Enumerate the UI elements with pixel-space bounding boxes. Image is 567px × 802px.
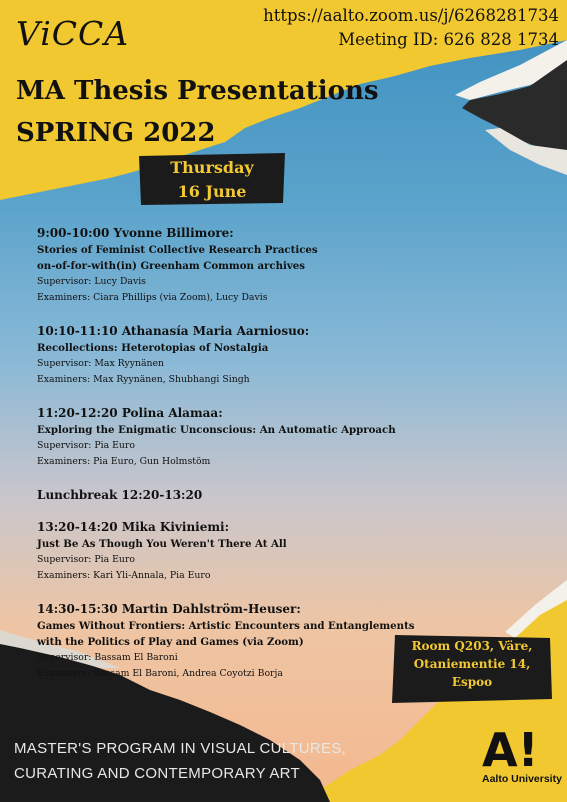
session-examiners: Examiners: Pia Euro, Gun Holmstöm	[37, 456, 211, 467]
session-title: Games Without Frontiers: Artistic Encounters and Entanglements	[37, 620, 415, 632]
aalto-logo-text: Aalto University	[482, 773, 562, 785]
list-item	[37, 224, 437, 306]
room-line-1: Room Q203, Väre,	[411, 639, 533, 653]
room-line-3: Espoo	[451, 675, 493, 689]
session-examiners: Examiners: Ciara Phillips (via Zoom), Lucy Davis	[37, 292, 268, 303]
session-title: with the Politics of Play and Games (via Zoom)	[37, 636, 304, 648]
date-badge	[137, 153, 287, 205]
session-time-name: 9:00-10:00 Yvonne Billimore:	[37, 226, 234, 240]
list-item	[37, 518, 437, 584]
aalto-logo	[482, 725, 562, 785]
title-line-2: SPRING 2022	[16, 118, 216, 148]
room-line-2: Otaniementie 14,	[413, 657, 531, 671]
session-time-name: 13:20-14:20 Mika Kiviniemi:	[37, 520, 230, 534]
session-examiners: Examiners: Max Ryynänen, Shubhangi Singh	[37, 374, 250, 385]
brand-logo-text: ViCCA	[16, 14, 130, 53]
session-examiners: Examiners: Bassam El Baroni, Andrea Coyotzi Borja	[37, 668, 283, 679]
list-item	[37, 600, 437, 682]
session-time-name: 10:10-11:10 Athanasía Maria Aarniosuo:	[37, 324, 310, 338]
program-line-1: MASTER'S PROGRAM IN VISUAL CULTURES,	[14, 740, 347, 757]
date-date: 16 June	[177, 182, 247, 201]
zoom-link[interactable]: https://aalto.zoom.us/j/6268281734	[263, 6, 559, 25]
session-title: Exploring the Enigmatic Unconscious: An Automatic Approach	[37, 424, 396, 436]
room-badge	[392, 633, 552, 703]
session-supervisor: Supervisor: Pia Euro	[37, 554, 135, 565]
meeting-id: Meeting ID: 626 828 1734	[338, 30, 559, 49]
session-time-name: 14:30-15:30 Martin Dahlström-Heuser:	[37, 602, 301, 616]
session-title: Stories of Feminist Collective Research Practices	[37, 244, 318, 256]
program-name	[14, 736, 346, 786]
schedule-list	[37, 224, 437, 698]
session-examiners: Examiners: Kari Yli-Annala, Pia Euro	[37, 570, 211, 581]
session-title: Recollections: Heterotopias of Nostalgia	[37, 342, 269, 354]
lunch-break: Lunchbreak 12:20-13:20	[37, 488, 203, 502]
zoom-info	[263, 4, 559, 52]
session-title: on-of-for-with(in) Greenham Common archives	[37, 260, 306, 272]
date-day: Thursday	[170, 158, 254, 177]
list-item	[37, 404, 437, 470]
list-item	[37, 322, 437, 388]
page-title	[16, 70, 379, 154]
program-line-2: CURATING AND CONTEMPORARY ART	[14, 765, 300, 782]
session-supervisor: Supervisor: Max Ryynänen	[37, 358, 164, 369]
session-supervisor: Supervisor: Lucy Davis	[37, 276, 146, 287]
session-time-name: 11:20-12:20 Polina Alamaa:	[37, 406, 223, 420]
session-supervisor: Supervisor: Bassam El Baroni	[37, 652, 178, 663]
session-supervisor: Supervisor: Pia Euro	[37, 440, 135, 451]
title-line-1: MA Thesis Presentations	[16, 76, 379, 106]
session-title: Just Be As Though You Weren't There At All	[37, 538, 287, 550]
aalto-logo-icon: A!	[482, 723, 539, 777]
